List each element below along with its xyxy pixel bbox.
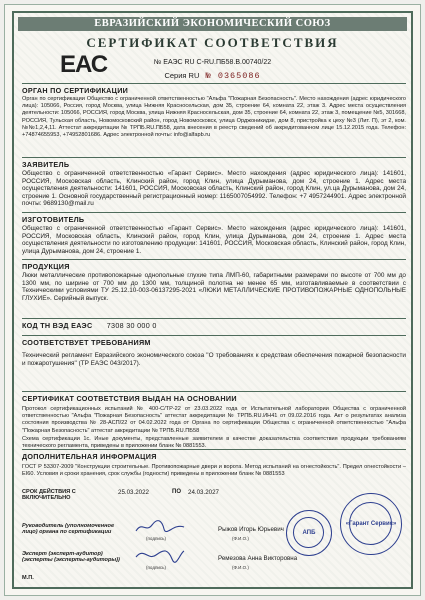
validity-to: 24.03.2027 [188, 489, 219, 496]
certificate-title: СЕРТИФИКАТ СООТВЕТСТВИЯ [86, 35, 339, 50]
head-signature [134, 519, 186, 535]
section-manufacturer [22, 212, 406, 255]
expert-name: Ремезова Анна Викторовна [218, 555, 298, 562]
series-number: № 0365086 [205, 71, 261, 81]
company-stamp [340, 493, 402, 555]
head-name-hint: (Ф.И.О.) [232, 536, 249, 541]
validity-label [22, 489, 102, 502]
series-line [14, 71, 411, 81]
organ-stamp [286, 510, 332, 556]
organ-stamp-text: АПБ [302, 530, 316, 536]
section-heading: ДОПОЛНИТЕЛЬНАЯ ИНФОРМАЦИЯ [22, 449, 406, 461]
validity-inclusive: ВКЛЮЧИТЕЛЬНО [22, 495, 71, 502]
registration-number: № ЕАЭС RU С-RU.ПБ58.В.00740/22 [153, 59, 272, 66]
expert-sig-hint: (подпись) [146, 565, 167, 570]
series-label: Серия RU [164, 71, 200, 80]
expert-label: Эксперт (эксперт-аудитор) (эксперты (эксперты-аудиторы)) [22, 551, 120, 564]
section-conformity [22, 335, 406, 367]
section-heading: ЗАЯВИТЕЛЬ [22, 157, 406, 169]
validity-from: 25.03.2022 [118, 489, 149, 496]
code-label: КОД ТН ВЭД ЕАЭС [22, 321, 93, 330]
mp-mark: М.П. [22, 575, 34, 581]
head-sig-hint: (подпись) [146, 536, 167, 541]
section-text: Люки металлические противопожарные однопольные глухие типа ЛМП-60, габаритными размерами по высоте от 700 мм до 1300 мм, по ширине от 700 мм до 1300 мм, толщиной полотна не менее 65 мм, изготавливаемые в соответствии с Техническими условиями ТУ 25.12.10-003-06137295-2021 «ЛЮКИ МЕТАЛЛИЧЕСКИЕ ПРОТИВОПОЖАРНЫЕ ОДНОПОЛЬНЫЕ ГЛУХИЕ». Серийный выпуск. [22, 272, 406, 302]
section-heading: СООТВЕТСТВУЕТ ТРЕБОВАНИЯМ [22, 335, 406, 347]
section-heading: ИЗГОТОВИТЕЛЬ [22, 212, 406, 224]
section-heading: ОРГАН ПО СЕРТИФИКАЦИИ [22, 83, 406, 95]
section-basis [22, 391, 406, 450]
section-text: Технический регламент Евразийского экономического союза "О требованиях к средствам обеспечения пожарной безопасности и пожаротушения" (ТР ЕАЭС 043/2017). [22, 352, 406, 367]
expert-signature [134, 547, 186, 563]
section-extra [22, 449, 406, 478]
code-line [22, 318, 406, 330]
validity-from-label: СРОК ДЕЙСТВИЯ С [22, 489, 76, 495]
section-text: Протокол сертификационных испытаний № 400-С/ТР-22 от 23.03.2022 года от Испытательной лаборатории Общества с ограниченной ответственностью "Альфа "Пожарная Безопасность" аттестат аккредитации № ТРПБ.RU.ИН41 от 09.02.2016 года. Акт о результатах анализа состояния производства № 28-АСП/22 от 04.02.2022 года от Органа по сертификации Общества с ограниченной ответственностью "Альфа "Пожарная Безопасность" аттестат аккредитации № ТРПБ.RU.ПБ58 [22, 406, 406, 434]
section-text: Орган по сертификации Общество с ограниченной ответственностью "Альфа "Пожарная Безопасность". Место нахождения (адрес юридического лица): 105066, Россия, город Москва, улица Нижняя Красносельская, дом 35, строение 64, комната 22, этаж 3. Адрес места осуществления деятельности: 105066, РОССИЯ, город Москва, улица Нижняя Красносельская, дом 35, строение 64, комната 22, этаж 3, помещение №5, 301668, РОССИЯ, Тульская область, Новомосковский район, город Новомосковск, улица Орджоникидзе, дом 8, пристройка к цеху №3 (Лит. П), эт 2, ком. №№1,2,4,11. Аттестат аккредитации № ТРПБ.RU.ПБ58, дата внесения в реестр сведений об аккредитованном лице 15.12.2015 года. Телефон: +74874655953, +74952801686. Адрес электронной почты: info@alfapb.ru [22, 96, 406, 139]
section-organ [22, 83, 406, 139]
certificate-frame [12, 11, 413, 589]
code-value: 7308 30 000 0 [106, 321, 157, 330]
head-label: Руководитель (уполномоченное лицо) органа по сертификации [22, 523, 115, 536]
validity-to-label: ПО [172, 489, 181, 495]
tnved-code-row [22, 318, 406, 330]
section-applicant [22, 157, 406, 208]
section-text: Общество с ограниченной ответственностью «Гарант Сервис». Место нахождения (адрес юридического лица): 141601, РОССИЯ, Московская область, Клинский район, город Клин, улица Дурыманова, дом 24, строение 1. Адрес места осуществления деятельности по изготовлению продукции: 141601, РОССИЯ, Московская область, Клинский район, город Клин, улица Дурыманова, дом 24, строение 1. [22, 225, 406, 255]
section-heading: СЕРТИФИКАТ СООТВЕТСТВИЯ ВЫДАН НА ОСНОВАНИИ [22, 391, 406, 403]
certificate-sheet [4, 4, 421, 596]
union-banner: ЕВРАЗИЙСКИЙ ЭКОНОМИЧЕСКИЙ СОЮЗ [18, 17, 407, 31]
company-stamp-text: «Гарант Сервис» [345, 520, 397, 527]
section-product [22, 259, 406, 302]
section-text: Общество с ограниченной ответственностью «Гарант Сервис». Место нахождения (адрес юридического лица): 141601, РОССИЯ, Московская область, Клинский район, город Клин, улица Дурыманова, дом 24, строение 1. Адрес места осуществления деятельности: 141601, РОССИЯ, Московская область, Клинский район, город Клин, ул.ца Дурыманова, дом 24, строение 1. Основной государственный регистрационный номер: 1165007054992. Телефон: +7 4957244901. Адрес электронной почты: 9689130@mail.ru [22, 170, 406, 208]
eac-mark: ЕАС [60, 51, 108, 78]
section-text-2: Схема сертификации 1с. Иные документы, представленные заявителем в качестве доказательства соответствия продукции требованиям технического регламента, приведены в приложении бланк № 0881553. [22, 435, 406, 450]
section-text: ГОСТ Р 53307-2009 "Конструкции строительные. Противопожарные двери и ворота. Метод испытаний на огнестойкость". Предел огнестойкости – EI60. Условия и сроки хранения, срок службы (годности) приведены в приложении бланк № 0881553 [22, 464, 406, 478]
signature-block [22, 489, 406, 583]
head-name: Рыжов Игорь Юрьевич [218, 526, 284, 533]
section-heading: ПРОДУКЦИЯ [22, 259, 406, 271]
expert-name-hint: (Ф.И.О.) [232, 565, 249, 570]
